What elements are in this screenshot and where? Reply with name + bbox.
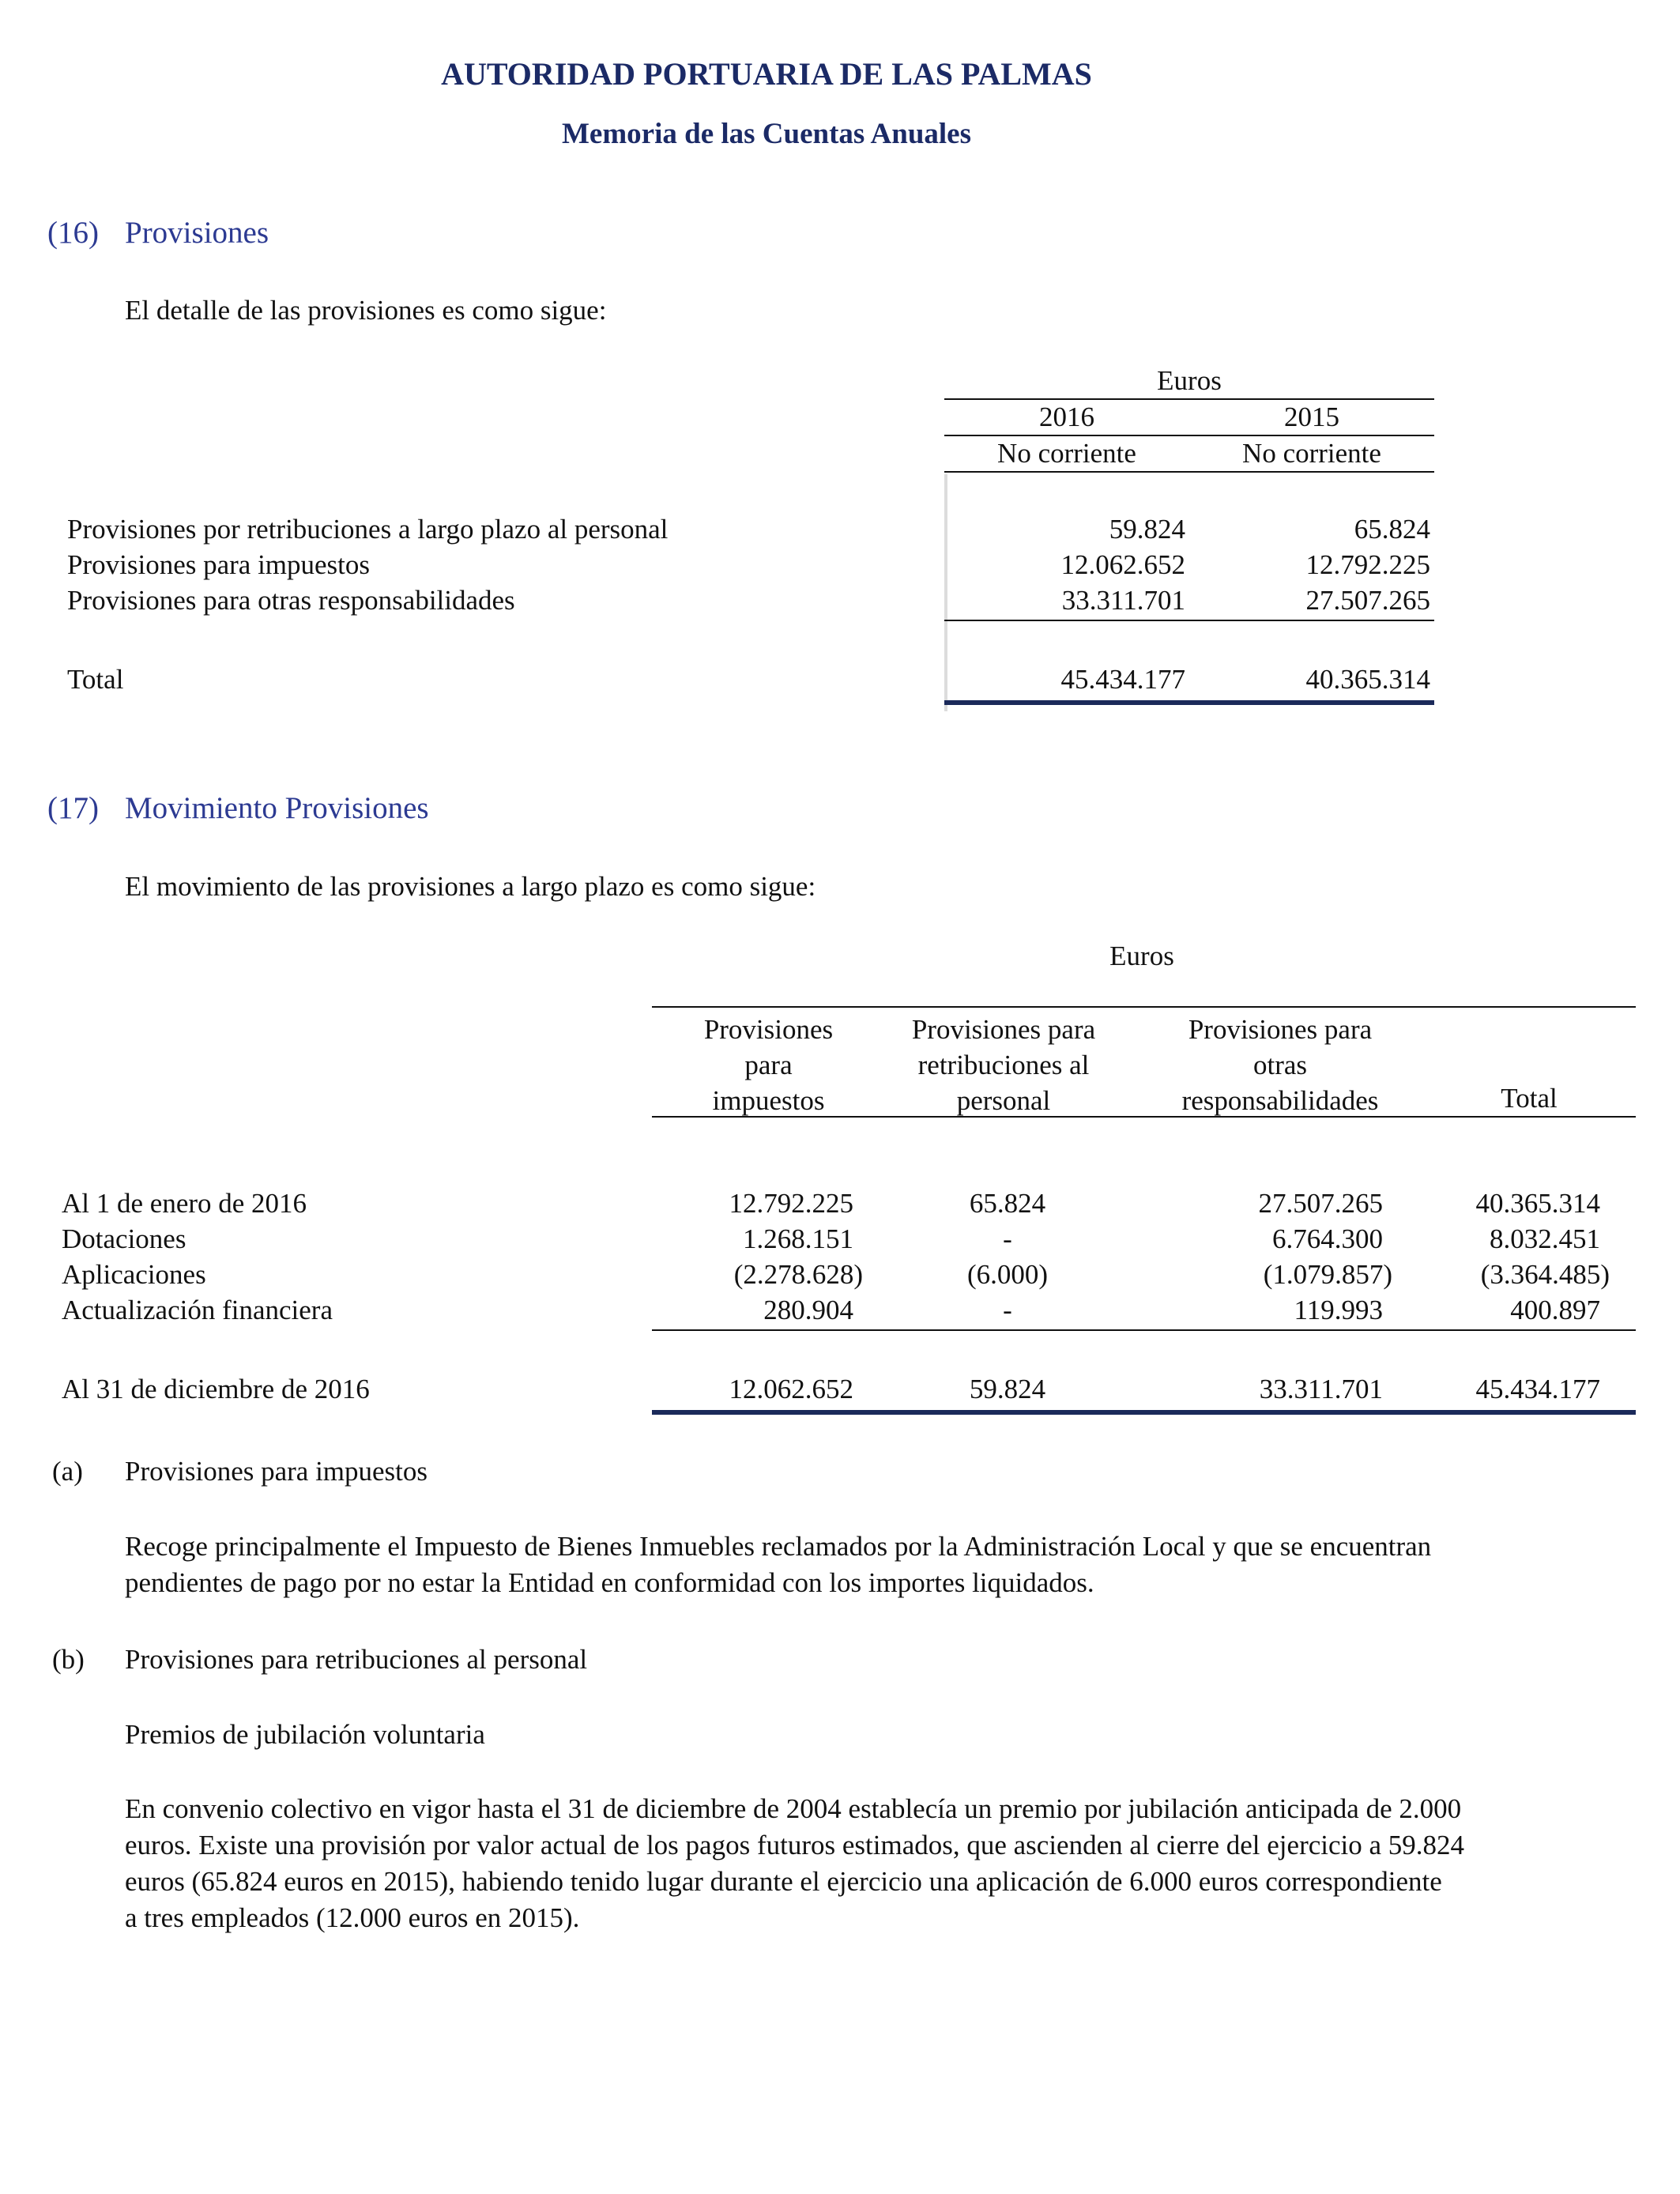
row-label: Provisiones para otras responsabilidades	[67, 585, 515, 616]
row-value-2015: 65.824	[1354, 514, 1430, 545]
row-value-2016: 59.824	[1109, 514, 1185, 545]
subtotal-rule	[652, 1329, 1636, 1331]
row-value-total: (3.364.485)	[1480, 1259, 1610, 1290]
subheader-2015: No corriente	[1242, 438, 1381, 469]
row-value-otras: 6.764.300	[1272, 1223, 1383, 1254]
total-double-rule	[944, 700, 1434, 705]
section-16-number: (16)	[47, 216, 99, 250]
row-value-impuestos: 12.792.225	[729, 1188, 853, 1219]
column-header-otras	[1154, 1012, 1407, 1118]
document-title: AUTORIDAD PORTUARIA DE LAS PALMAS	[441, 56, 1092, 92]
row-value-otras: 27.507.265	[1258, 1188, 1383, 1219]
note-a-heading: Provisiones para impuestos	[125, 1456, 428, 1487]
column-header-line: responsabilidades	[1181, 1085, 1379, 1116]
note-a-paragraph	[125, 1529, 1674, 1601]
column-header-line: personal	[956, 1085, 1051, 1116]
header-rule	[944, 398, 1434, 400]
column-header-line: otras	[1252, 1050, 1308, 1080]
header-rule	[652, 1006, 1636, 1008]
row-label: Provisiones para impuestos	[67, 549, 371, 580]
total-label: Al 31 de diciembre de 2016	[62, 1374, 370, 1404]
header-rule	[652, 1116, 1636, 1118]
section-16-title: Provisiones	[125, 216, 269, 250]
total-value-impuestos: 12.062.652	[729, 1374, 853, 1404]
row-label: Aplicaciones	[62, 1259, 206, 1290]
total-value-total: 45.434.177	[1475, 1374, 1600, 1404]
header-rule	[944, 435, 1434, 436]
year-2015-header: 2015	[1284, 401, 1339, 432]
column-header-line: Provisiones	[703, 1014, 834, 1045]
subheader-2016: No corriente	[997, 438, 1136, 469]
total-value-2016: 45.434.177	[1060, 664, 1185, 695]
row-label: Actualización financiera	[62, 1295, 333, 1325]
paragraph-line: euros (65.824 euros en 2015), habiendo tenido lugar durante el ejercicio una aplicación de 6.000 euros correspondiente	[125, 1866, 1442, 1897]
row-value-2016: 33.311.701	[1061, 585, 1185, 616]
note-b-paragraph	[125, 1791, 1674, 1936]
row-value-2016: 12.062.652	[1060, 549, 1185, 580]
total-value-2015: 40.365.314	[1305, 664, 1430, 695]
section-17-title: Movimiento Provisiones	[125, 791, 429, 825]
total-value-otras: 33.311.701	[1259, 1374, 1383, 1404]
paragraph-line: En convenio colectivo en vigor hasta el 31 de diciembre de 2004 establecía un premio por jubilación anticipada de 2.000	[125, 1793, 1462, 1824]
section-17-number: (17)	[47, 791, 99, 825]
paragraph-line: Recoge principalmente el Impuesto de Bienes Inmuebles reclamados por la Administración Local y que se encuentran	[125, 1531, 1432, 1562]
row-value-2015: 27.507.265	[1305, 585, 1430, 616]
row-value-retribuciones: -	[1003, 1223, 1012, 1254]
column-header-total: Total	[1501, 1083, 1558, 1114]
column-header-line: retribuciones al	[917, 1050, 1090, 1080]
paragraph-line: pendientes de pago por no estar la Entidad en conformidad con los importes liquidados.	[125, 1567, 1094, 1598]
row-value-impuestos: 280.904	[763, 1295, 853, 1325]
row-value-retribuciones: (6.000)	[966, 1259, 1049, 1290]
row-value-otras: 119.993	[1294, 1295, 1383, 1325]
row-label: Dotaciones	[62, 1223, 186, 1254]
row-value-impuestos: (2.278.628)	[733, 1259, 863, 1290]
paragraph-line: a tres empleados (12.000 euros en 2015).	[125, 1902, 580, 1933]
row-value-impuestos: 1.268.151	[743, 1223, 853, 1254]
section-17-intro: El movimiento de las provisiones a largo plazo es como sigue:	[125, 871, 816, 902]
table-unit-label: Euros	[1157, 365, 1222, 396]
row-value-retribuciones: -	[1003, 1295, 1012, 1325]
row-value-retribuciones: 65.824	[969, 1188, 1046, 1219]
note-b-heading: Provisiones para retribuciones al personal	[125, 1644, 588, 1675]
table-unit-label: Euros	[1109, 941, 1174, 971]
note-b-marker: (b)	[52, 1644, 85, 1675]
row-label: Al 1 de enero de 2016	[62, 1188, 307, 1219]
column-header-line: impuestos	[712, 1085, 825, 1116]
total-double-rule	[652, 1410, 1636, 1415]
subtotal-rule	[944, 620, 1434, 621]
row-value-2015: 12.792.225	[1305, 549, 1430, 580]
note-a-marker: (a)	[52, 1456, 83, 1487]
total-value-retribuciones: 59.824	[969, 1374, 1046, 1404]
column-header-retribuciones	[885, 1012, 1122, 1118]
row-value-total: 40.365.314	[1475, 1188, 1600, 1219]
total-label: Total	[67, 664, 124, 695]
section-16-intro: El detalle de las provisiones es como sigue:	[125, 295, 607, 326]
column-header-impuestos	[664, 1012, 873, 1118]
row-value-total: 8.032.451	[1490, 1223, 1600, 1254]
column-divider	[944, 474, 947, 711]
column-header-line: Provisiones para	[1188, 1014, 1373, 1045]
row-label: Provisiones por retribuciones a largo plazo al personal	[67, 514, 669, 545]
paragraph-line: euros. Existe una provisión por valor actual de los pagos futuros estimados, que ascienden al cierre del ejercicio a 59.824	[125, 1830, 1465, 1860]
header-rule	[944, 471, 1434, 473]
note-b-subheading: Premios de jubilación voluntaria	[125, 1719, 485, 1750]
year-2016-header: 2016	[1039, 401, 1094, 432]
column-header-line: para	[744, 1050, 793, 1080]
row-value-otras: (1.079.857)	[1263, 1259, 1392, 1290]
row-value-total: 400.897	[1510, 1295, 1600, 1325]
document-subtitle: Memoria de las Cuentas Anuales	[562, 118, 971, 150]
column-header-line: Provisiones para	[911, 1014, 1096, 1045]
